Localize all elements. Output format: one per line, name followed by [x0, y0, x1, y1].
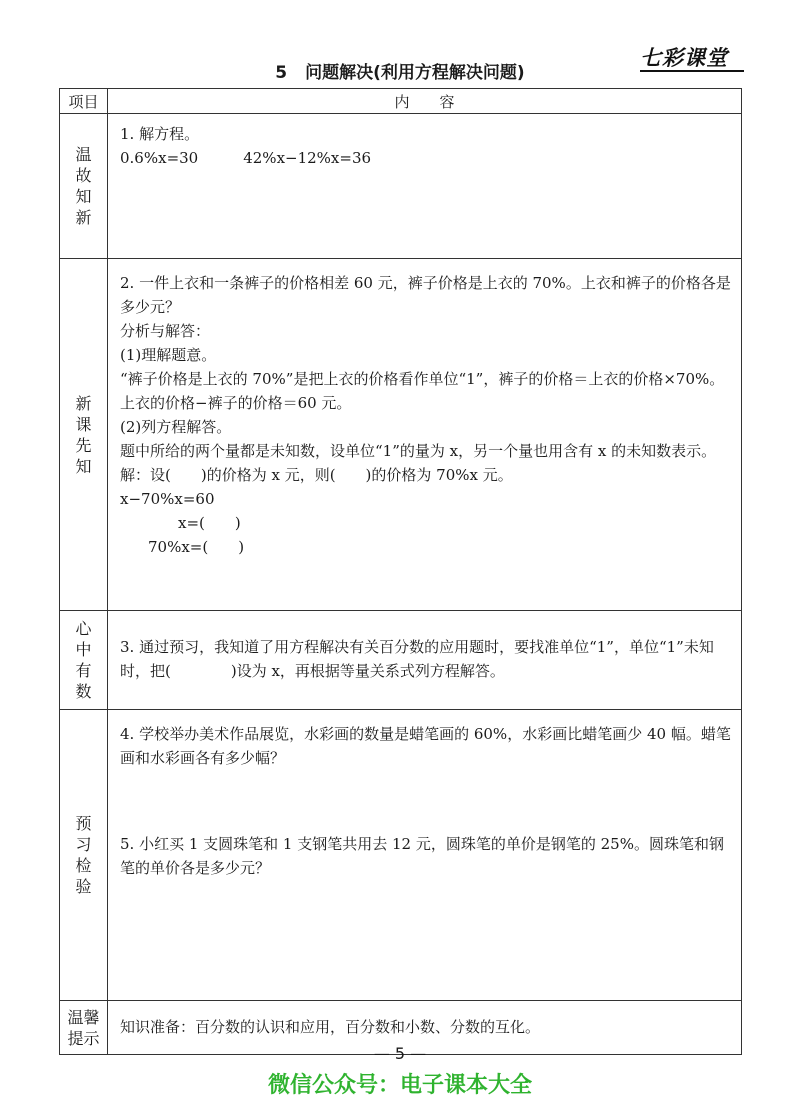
section-new-lesson — [60, 259, 742, 611]
practice-question-5: 5. 小红买 1 支圆珠笔和 1 支钢笔共用去 12 元，圆珠笔的单价是钢笔的 25%。圆珠笔和钢笔的单价各是多少元？ — [120, 835, 724, 877]
review-line-2: 0.6%x=30 42%x−12%x=36 — [120, 149, 372, 167]
review-content — [108, 114, 741, 170]
nl-line-6: 题中所给的两个量都是未知数，设单位“1”的量为 x，另一个量也用含有 x 的未知数表示。 — [120, 442, 717, 460]
brand-text: 七彩课堂 — [640, 46, 728, 70]
table-header-row — [60, 89, 742, 114]
page-title — [0, 58, 800, 83]
section-review — [60, 114, 742, 259]
answer-space-4 — [120, 770, 731, 832]
new-lesson-content — [108, 259, 741, 559]
nl-line-5: (2)列方程解答。 — [120, 418, 232, 436]
tips-content — [108, 1001, 741, 1039]
practice-content — [108, 710, 741, 880]
lesson-table — [59, 88, 742, 1055]
nl-equation-3: 70%x=( ) — [148, 538, 245, 556]
tips-line: 知识准备：百分数的认识和应用，百分数和小数、分数的互化。 — [120, 1018, 541, 1036]
section-label-new-lesson: 新课先知 — [75, 393, 92, 476]
section-label-review: 温故知新 — [75, 145, 92, 227]
title-text: 问题解决(利用方程解决问题) — [305, 63, 525, 83]
header-content: 内 容 — [108, 89, 742, 114]
header-item: 项目 — [60, 89, 108, 114]
section-label-summary: 心中有数 — [75, 619, 92, 701]
nl-line-3: (1)理解题意。 — [120, 346, 217, 364]
section-label-tips: 温馨提示 — [67, 1007, 100, 1048]
nl-equation-2: x=( ) — [178, 514, 241, 532]
nl-line-2: 分析与解答： — [120, 322, 211, 340]
nl-equation-1: x−70%x=60 — [120, 490, 215, 508]
nl-line-1: 2. 一件上衣和一条裤子的价格相差 60 元，裤子价格是上衣的 70%。上衣和裤子的价格各是多少元？ — [120, 274, 731, 316]
summary-content — [108, 611, 741, 683]
section-summary — [60, 611, 742, 710]
review-line-1: 1. 解方程。 — [120, 125, 200, 143]
title-number: 5 — [275, 63, 288, 83]
watermark-text: 微信公众号：电子课本大全 — [267, 1073, 532, 1098]
nl-line-4: “裤子价格是上衣的 70%”是把上衣的价格看作单位“1”，裤子的价格＝上衣的价格×70%。上衣的价格−裤子的价格＝60 元。 — [120, 370, 725, 412]
page-number: — 5 — — [373, 1044, 427, 1063]
summary-line: 3. 通过预习，我知道了用方程解决有关百分数的应用题时，要找准单位“1”，单位“1”未知时，把( )设为 x，再根据等量关系式列方程解答。 — [120, 638, 714, 680]
section-label-practice: 预习检验 — [75, 814, 92, 896]
practice-question-4: 4. 学校举办美术作品展览，水彩画的数量是蜡笔画的 60%，水彩画比蜡笔画少 40 幅。蜡笔画和水彩画各有多少幅？ — [120, 725, 731, 767]
nl-line-7: 解：设( )的价格为 x 元，则( )的价格为 70%x 元。 — [120, 466, 513, 484]
section-practice — [60, 710, 742, 1001]
